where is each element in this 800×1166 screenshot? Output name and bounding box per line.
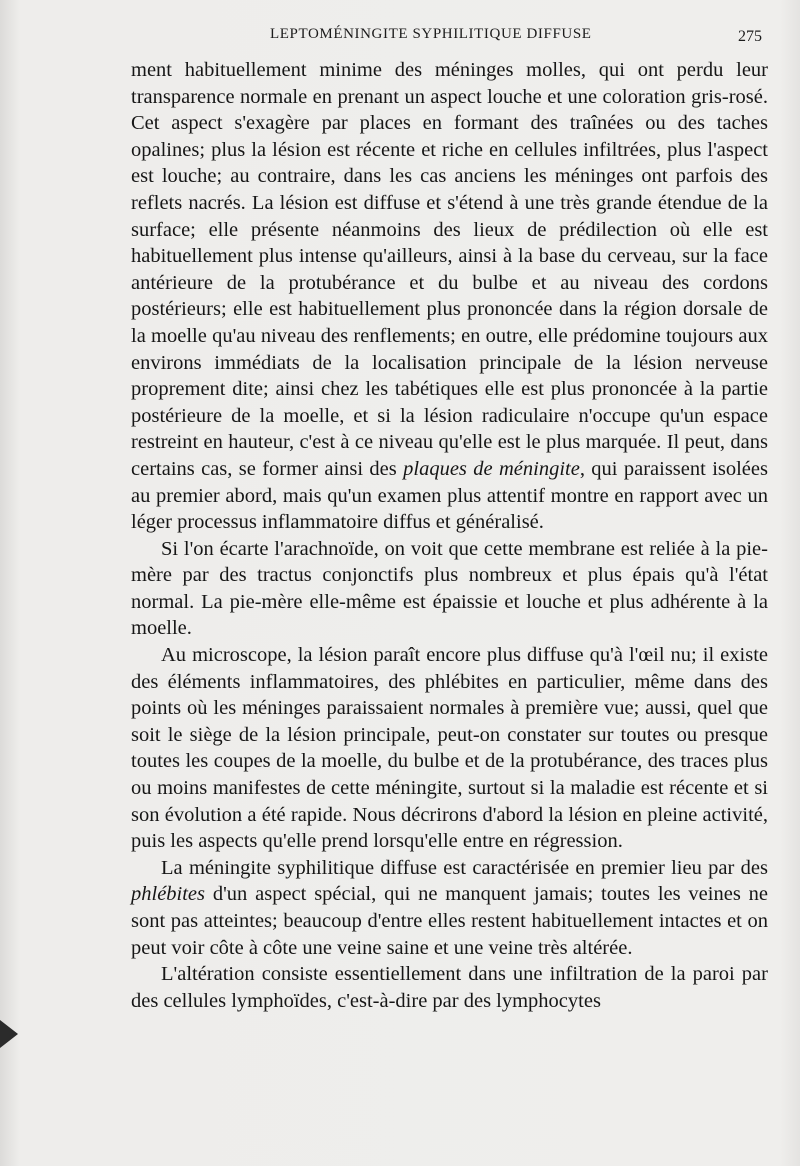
running-header — [0, 22, 800, 46]
paragraph-text: ment habituellement minime des méninges molles, qui ont perdu leur transparence normale en prenant un aspect louche et une coloration gris-rosé. Cet aspect s'exagère par places en formant des traînées ou des taches opalines; plus la lésion est récente et riche en cellules infiltrées, plus l'aspect est louche; au contraire, dans les cas anciens les méninges ont parfois des reflets nacrés. La lésion est diffuse et s'étend à une très grande étendue de la surface; elle présente néanmoins des lieux de prédilection où elle est habituellement plus intense qu'ailleurs, ainsi à la base du cerveau, sur la face antérieure de la protubérance et du bulbe et au niveau des cordons postérieurs; elle est habituellement plus prononcée dans la région dorsale de la moelle qu'au niveau des renflements; en outre, elle prédomine toujours aux environs immédiats de la localisation principale de la lésion nerveuse proprement dite; ainsi chez les tabétiques elle est plus prononcée à la partie postérieure de la moelle, et si la lésion radiculaire n'occupe qu'un espace restreint en hauteur, c'est à ce niveau qu'elle est le plus marquée. Il peut, dans certains cas, se former ainsi des — [131, 59, 768, 480]
page-number: 275 — [738, 28, 762, 45]
paragraph — [131, 57, 768, 536]
italic-term: phlébites — [131, 883, 206, 906]
paragraph-text: d'un aspect spécial, qui ne manquent jamais; toutes les veines ne sont pas atteintes; beaucoup d'entre elles restent habituellement intactes et on peut voir côte à côte une veine saine et une veine très altérée. — [131, 883, 768, 959]
body-text — [131, 57, 768, 1014]
paragraph — [131, 642, 768, 855]
paragraph — [131, 961, 768, 1014]
paragraph-text: La méningite syphilitique diffuse est caractérisée en premier lieu par des — [161, 856, 768, 879]
running-header-title: LEPTOMÉNINGITE SYPHILITIQUE DIFFUSE — [270, 26, 592, 42]
paragraph-text: , qui paraissent isolées au premier abord, mais qu'un examen plus attentif montre en rapport avec un léger processus inflammatoire diffus et généralisé. — [131, 457, 768, 534]
paragraph-text: Au microscope, la lésion paraît encore plus diffuse qu'à l'œil nu; il existe des éléments inflammatoires, des phlébites en particulier, même dans des points où les méninges paraissaient normales à première vue; aussi, quel que soit le siège de la lésion principale, peut-on constater sur toutes ou presque toutes les coupes de la moelle, du bulbe et de la protubérance, des traces plus ou moins manifestes de cette méningite, surtout si la maladie est récente et si son évolution a été rapide. Nous décrirons d'abord la lésion en pleine activité, puis les aspects qu'elle prend lorsqu'elle entre en régression. — [131, 644, 768, 853]
italic-term: plaques de méningite — [403, 457, 580, 480]
paragraph-text: Si l'on écarte l'arachnoïde, on voit que cette membrane est reliée à la pie-mère par des tractus conjonctifs plus nombreux et plus épais qu'à l'état normal. La pie-mère elle-même est épaissie et louche et plus adhérente à la moelle. — [131, 537, 768, 640]
paragraph — [131, 855, 768, 961]
page-edge-tab-mark — [0, 1020, 18, 1048]
paragraph-text: L'altération consiste essentiellement dans une infiltration de la paroi par des cellules lymphoïdes, c'est-à-dire par des lymphocytes — [131, 963, 768, 1012]
paragraph — [131, 536, 768, 642]
